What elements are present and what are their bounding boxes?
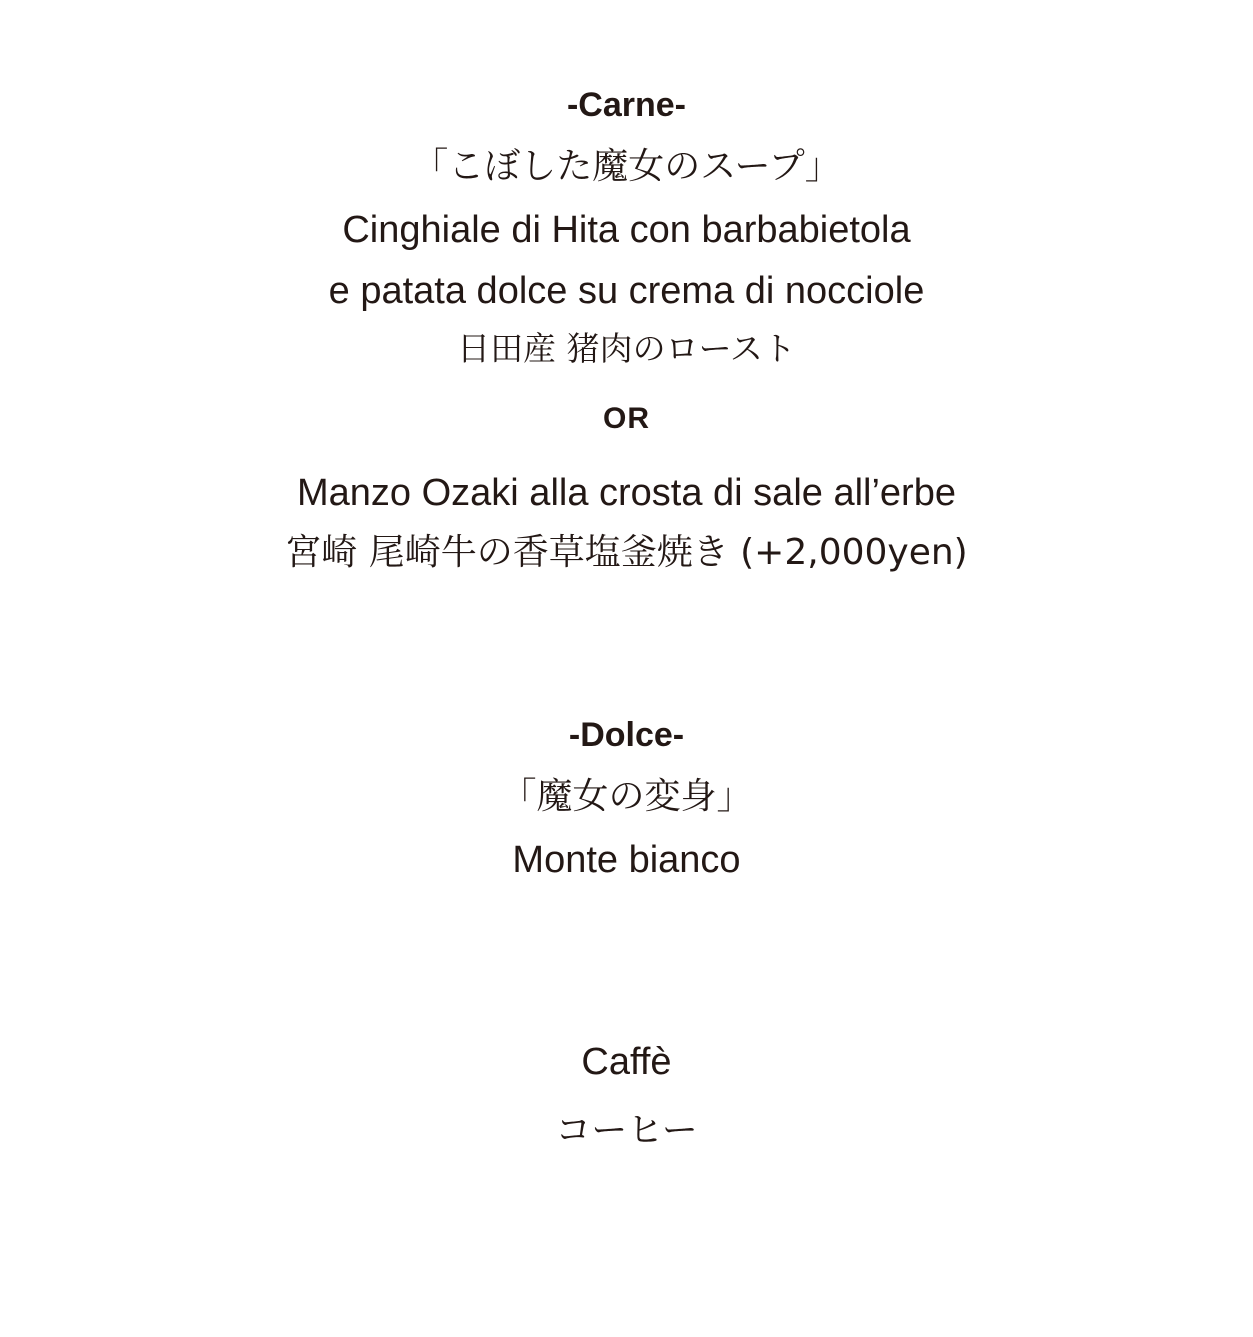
or-label: OR xyxy=(603,402,650,435)
carne-dish-it-line1: Cinghiale di Hita con barbabietola xyxy=(342,209,911,251)
dolce-dish-it: Monte bianco xyxy=(512,839,741,881)
caffe-it: Caffè xyxy=(581,1041,672,1083)
caffe-jp: コーヒー xyxy=(555,1110,698,1151)
carne-dish-jp: 日田産 猪肉のロースト xyxy=(457,329,796,368)
carne-alt-it: Manzo Ozaki alla crosta di sale all’erbe xyxy=(297,472,956,514)
carne-dish-title-jp: 「こぼした魔女のスープ」 xyxy=(412,146,841,187)
carne-heading: -Carne- xyxy=(566,86,687,124)
dolce-dish-title-jp: 「魔女の変身」 xyxy=(500,776,753,817)
dolce-heading: -Dolce- xyxy=(568,716,685,754)
carne-dish-it-line2: e patata dolce su crema di nocciole xyxy=(328,270,925,312)
carne-alt-jp: 宮崎 尾崎牛の香草塩釜焼き (+2,000yen) xyxy=(285,532,968,573)
